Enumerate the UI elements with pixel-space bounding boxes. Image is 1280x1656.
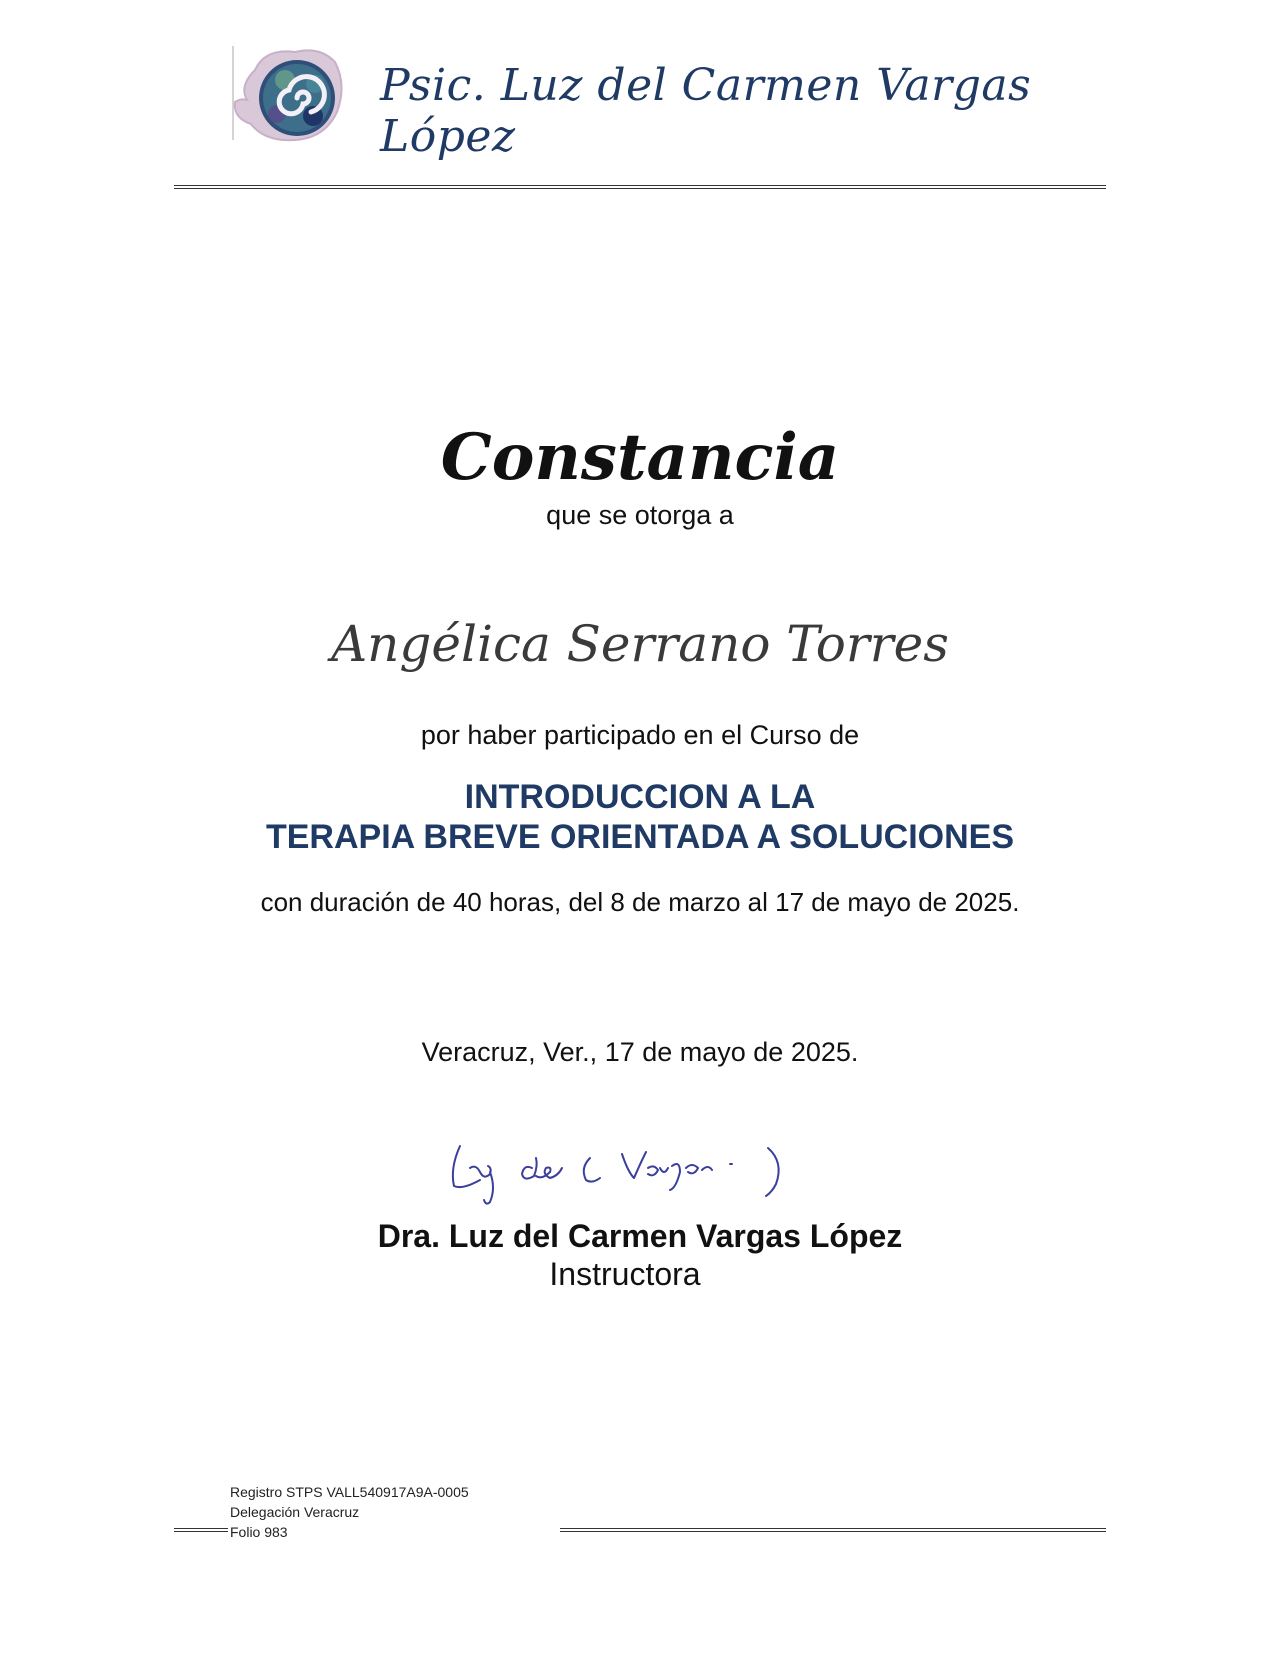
header-name: Psic. Luz del Carmen Vargas López [380,60,1032,162]
participation-text: por haber participado en el Curso de [420,720,860,750]
footer-divider-left [174,1528,228,1532]
footer-registro: Registro STPS VALL540917A9A-0005 [230,1484,469,1500]
course-duration: con duración de 40 horas, del 8 de marzo al 17 de mayo de 2025. [260,887,1020,917]
course-title-line2: TERAPIA BREVE ORIENTADA A SOLUCIONES [265,818,1015,856]
handwritten-signature [440,1128,840,1208]
header-divider [174,185,1106,189]
signer-role: Instructora [549,1256,701,1292]
footer-folio: Folio 983 [230,1524,288,1540]
certificate-subtitle: que se otorga a [546,500,734,530]
certificate-title: Constancia [440,420,840,495]
place-and-date: Veracruz, Ver., 17 de mayo de 2025. [421,1037,859,1067]
footer-delegacion: Delegación Veracruz [230,1504,360,1520]
recipient-name: Angélica Serrano Torres [331,615,949,673]
course-title-line1: INTRODUCCION A LA [464,778,816,816]
footer-divider-right [560,1528,1106,1532]
signer-name: Dra. Luz del Carmen Vargas López [377,1218,903,1254]
spiral-mosaic-logo-icon [225,40,349,146]
